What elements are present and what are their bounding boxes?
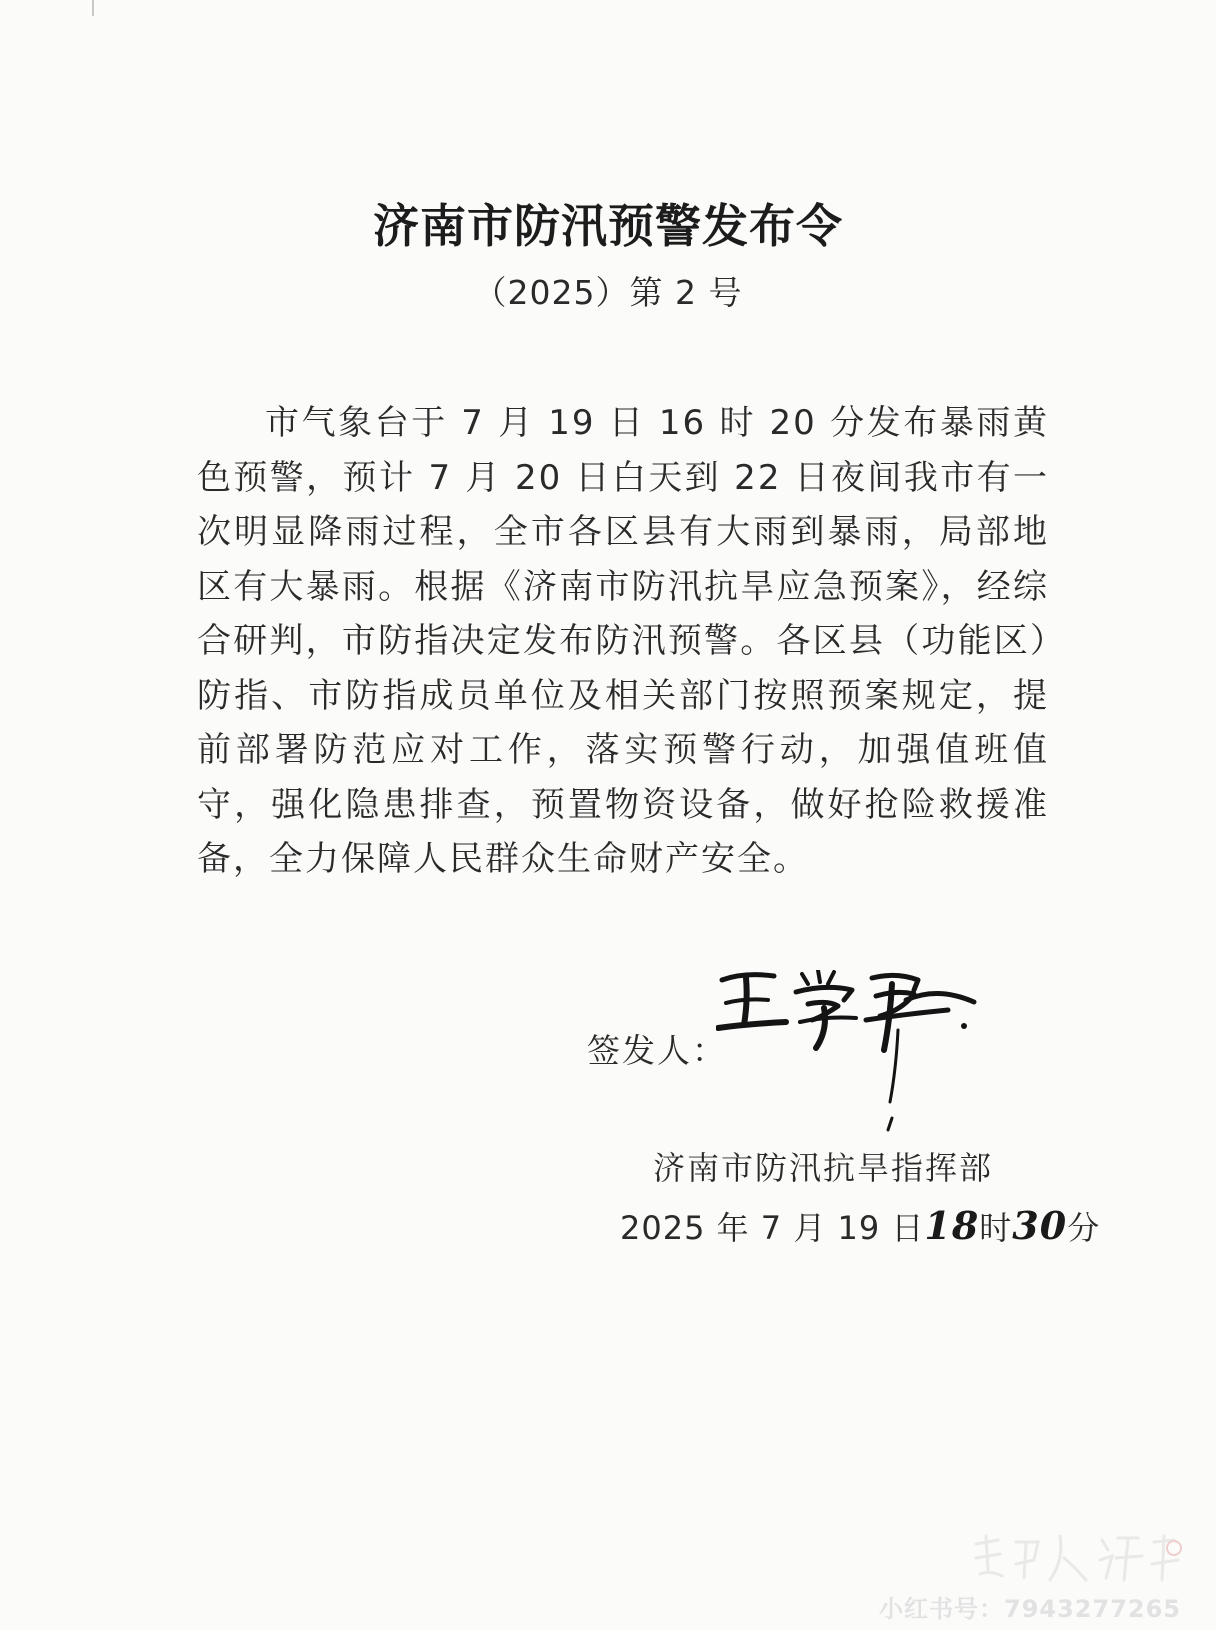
document-title: 济南市防汛预警发布令	[373, 199, 843, 253]
issue-hour-handwritten: 18	[924, 1203, 980, 1248]
issuing-organization: 济南市防汛抗旱指挥部	[653, 1149, 994, 1187]
forum-watermark	[968, 1530, 1188, 1590]
handwritten-signature	[716, 970, 1006, 1140]
corner-mark	[92, 0, 108, 16]
issue-minute-unit: 分	[1067, 1209, 1101, 1247]
platform-watermark: 小红书号：7943277265	[879, 1595, 1181, 1623]
issue-minute-handwritten: 30	[1012, 1203, 1068, 1248]
issue-hour-unit: 时	[979, 1209, 1013, 1247]
signer-label: 签发人：	[587, 1031, 727, 1070]
document-body: 市气象台于 7 月 19 日 16 时 20 分发布暴雨黄色预警，预计 7 月 20 日白天到 22 日夜间我市有一次明显降雨过程，全市各区县有大雨到暴雨，局部地区有大暴雨。根据《济南市防汛抗旱应急预案》，经综合研判，市防指决定发布防汛预警。各区县（功能区）防指、市防指成员单位及相关部门按照预案规定，提前部署防范应对工作，落实预警行动，加强值班值守，强化隐患排查，预置物资设备，做好抢险救援准备，全力保障人民群众生命财产安全。	[197, 403, 1049, 879]
document-number: （2025）第 2 号	[473, 273, 743, 312]
issue-date	[620, 1203, 1100, 1249]
issue-date-printed: 2025 年 7 月 19 日	[620, 1209, 925, 1247]
